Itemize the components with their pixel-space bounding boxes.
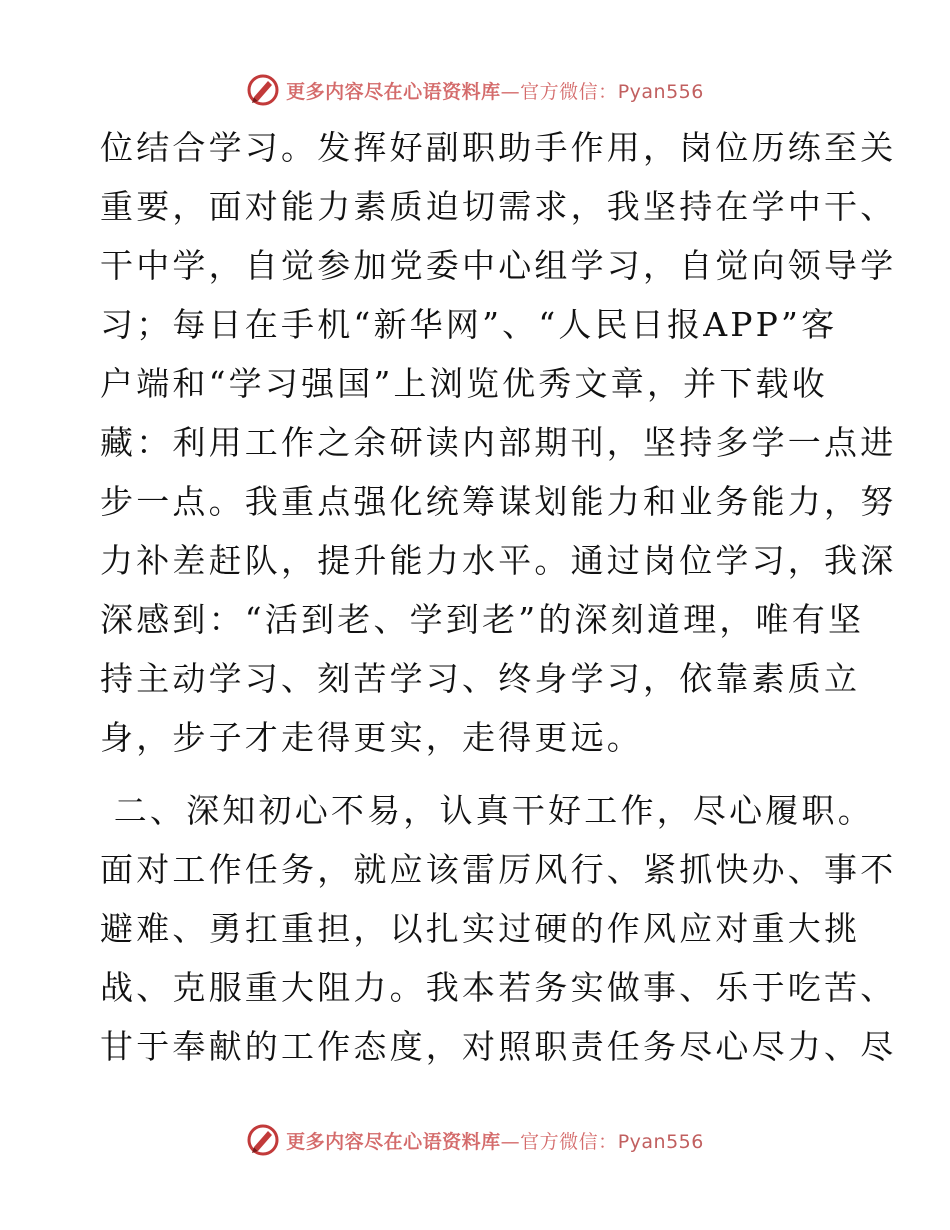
paragraph-line: 步一点。我重点强化统筹谋划能力和业务能力，努: [100, 482, 897, 521]
paragraph-line: 力补差赶队，提升能力水平。通过岗位学习，我深: [100, 541, 897, 580]
paragraph-line: 深感到：“活到老、学到老”的深刻道理，唯有坚: [100, 600, 865, 639]
paragraph-line: 持主动学习、刻苦学习、终身学习，依靠素质立: [100, 659, 861, 698]
paragraph-line: 甘于奉献的工作态度，对照职责任务尽心尽力、尽: [100, 1027, 897, 1066]
footer-separator: —: [500, 1130, 521, 1153]
paragraph-line: 重要，面对能力素质迫切需求，我坚持在学中干、: [100, 187, 897, 226]
paragraph-1: [100, 118, 897, 767]
header-banner: [0, 70, 950, 110]
header-brand: 更多内容尽在心语资料库: [286, 80, 501, 103]
paragraph-line: 战、克服重大阻力。我本若务实做事、乐于吃苦、: [100, 968, 897, 1007]
paragraph-line: 户端和“学习强国”上浏览优秀文章，并下载收: [100, 364, 828, 403]
paragraph-line: 面对工作任务，就应该雷厉风行、紧抓快办、事不: [100, 850, 897, 889]
paragraph-line: 位结合学习。发挥好副职助手作用，岗位历练至关: [100, 128, 897, 167]
footer-banner-text: [286, 1127, 704, 1154]
paragraph-line: 避难、勇扛重担，以扎实过硬的作风应对重大挑: [100, 909, 861, 948]
footer-contact-label: 官方微信：: [520, 1130, 618, 1153]
header-contact-label: 官方微信：: [520, 80, 618, 103]
header-separator: —: [500, 80, 521, 103]
footer-banner-inner: [246, 1123, 704, 1157]
pen-logo-icon: [246, 1123, 280, 1157]
footer-wechat-id: Pyan556: [617, 1130, 704, 1153]
paragraph-line: 习；每日在手机“新华网”、“人民日报APP”客: [100, 305, 838, 344]
paragraph-gap: [100, 767, 860, 781]
header-wechat-id: Pyan556: [617, 80, 704, 103]
pen-logo-icon: [246, 73, 280, 107]
footer-brand: 更多内容尽在心语资料库: [286, 1130, 501, 1153]
footer-banner: [0, 1120, 950, 1160]
header-banner-text: [286, 77, 704, 104]
section-heading: 二、深知初心不易，认真干好工作，尽心履职。: [100, 791, 874, 830]
header-banner-inner: [246, 73, 704, 107]
document-body: [100, 118, 897, 1076]
paragraph-2: [100, 781, 897, 1076]
paragraph-line: 干中学，自觉参加党委中心组学习，自觉向领导学: [100, 246, 897, 285]
paragraph-line: 身，步子才走得更实，走得更远。: [100, 718, 643, 757]
paragraph-line: 藏：利用工作之余研读内部期刊，坚持多学一点进: [100, 423, 897, 462]
